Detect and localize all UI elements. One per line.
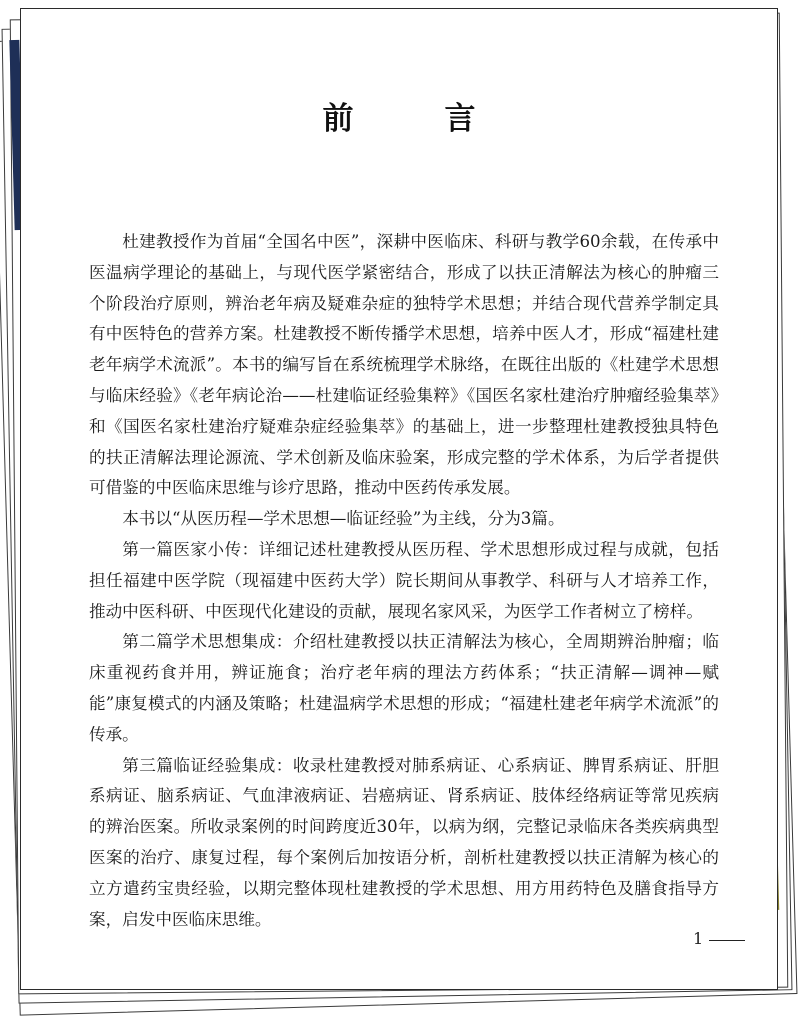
paragraph: 第三篇临证经验集成：收录杜建教授对肺系病证、心系病证、脾胃系病证、肝胆系病证、脑系病证、气血津液病证、岩癌病证、肾系病证、肢体经络病证等常见疾病的辨治医案。所收录案例的时间跨度近30年，以病为纲，完整记录临床各类疾病典型医案的治疗、康复过程，每个案例后加按语分析，剖析杜建教授以扶正清解为核心的立方遣药宝贵经验，以期完整体现杜建教授的学术思想、用方用药特色及膳食指导方案，启发中医临床思维。 <box>89 755 719 929</box>
document-page <box>20 8 778 990</box>
page-number-rule <box>709 940 745 941</box>
page-number: 1 <box>693 929 704 948</box>
paragraph: 第二篇学术思想集成：介绍杜建教授以扶正清解法为核心，全周期辨治肿瘤；临床重视药食并用，辨证施食；治疗老年病的理法方药体系；“扶正清解—调神—赋能”康复模式的内涵及策略；杜建温病学术思想的形成；“福建杜建老年病学术流派”的传承。 <box>89 632 719 744</box>
paragraph: 第一篇医家小传：详细记述杜建教授从医历程、学术思想形成过程与成就，包括担任福建中医学院（现福建中医药大学）院长期间从事教学、科研与人才培养工作，推动中医科研、中医现代化建设的贡献，展现名家风采，为医学工作者树立了榜样。 <box>89 539 719 621</box>
body-text <box>89 227 719 935</box>
paragraph: 本书以“从医历程—学术思想—临证经验”为主线，分为3篇。 <box>122 509 565 529</box>
page-title: 前 言 <box>322 101 506 137</box>
paragraph: 杜建教授作为首届“全国名中医”，深耕中医临床、科研与教学60余载，在传承中医温病学理论的基础上，与现代医学紧密结合，形成了以扶正清解法为核心的肿瘤三个阶段治疗原则，辨治老年病及疑难杂症的独特学术思想；并结合现代营养学制定具有中医特色的营养方案。杜建教授不断传播学术思想，培养中医人才，形成“福建杜建老年病学术流派”。本书的编写旨在系统梳理学术脉络，在既往出版的《杜建学术思想与临床经验》《老年病论治——杜建临证经验集粹》《国医名家杜建治疗肿瘤经验集萃》和《国医名家杜建治疗疑难杂症经验集萃》的基础上，进一步整理杜建教授独具特色的扶正清解法理论源流、学术创新及临床验案，形成完整的学术体系，为后学者提供可借鉴的中医临床思维与诊疗思路，推动中医药传承发展。 <box>89 232 719 498</box>
